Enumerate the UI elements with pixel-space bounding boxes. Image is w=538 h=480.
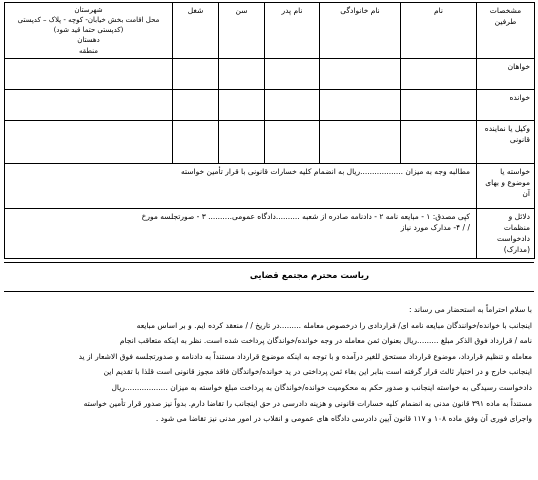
header-residence-county: شهرستان (74, 6, 103, 14)
body-line: با سلام احتراماً به استحضار می رساند : (409, 305, 532, 314)
defendant-occupation-cell[interactable] (173, 89, 219, 120)
plaintiff-first-name-cell[interactable] (401, 58, 477, 89)
defendant-first-name-cell[interactable] (401, 89, 477, 120)
body-line: اینجانب خارج و در اختیار ثالث قرار گرفته است بنابر این بقاء ثمن پرداختی در ید خوانده/خواندگان فاقد مجوز قانونی است قلذا با تقدیم این (103, 367, 532, 377)
plaintiff-row (5, 58, 535, 89)
plaintiff-label: خواهان (477, 58, 535, 89)
body-line: واجرای فوری آن وفق ماده ۱۰۸ و ۱۱۷ قانون آیین دادرسی دادگاه های عمومی و انقلاب در امور مدنی نیز تقاضا می شود . (155, 414, 532, 424)
header-residence-details: محل اقامت بخش خیابان- کوچه - پلاک – کدپستی (کدپستی حتما قید شود) (17, 16, 160, 35)
evidence-line-1: کپی مصدق: ۱ - مبایعه نامه ۲ - دادنامه صادره از شعبه ..........دادگاه عمومی.......... ۳ - صورتجلسه مورخ (141, 211, 470, 221)
plaintiff-age-cell[interactable] (219, 58, 265, 89)
attorney-label: وکیل یا نماینده قانونی (477, 120, 535, 163)
attorney-occupation-cell[interactable] (173, 120, 219, 163)
attorney-row (5, 120, 535, 163)
header-father-name: نام پدر (265, 3, 320, 59)
body-line: نامه / قرارداد فوق الذکر مبلغ .........ریال بعنوان ثمن معامله در وجه خوانده/خواندگان پرداخت شده است. نظر به اینکه متعاقب انجام (119, 336, 532, 346)
parties-table (4, 2, 535, 259)
attorney-first-name-cell[interactable] (401, 120, 477, 163)
attorney-father-name-cell[interactable] (265, 120, 320, 163)
header-residence (5, 3, 173, 59)
defendant-label: خوانده (477, 89, 535, 120)
attorney-last-name-cell[interactable] (320, 120, 401, 163)
evidence-line-2: / / ۴- مدارک مورد نیاز (400, 222, 470, 232)
body-line: مستنداً به ماده ۳۹۱ قانون مدنی به انضمام کلیه خسارات قانونی و هزینه دادرسی در حق اینجانب را تقاضا دارم. بدواً نیز صدور قرار تأمین خواسته (83, 398, 532, 408)
evidence-text (5, 208, 477, 258)
petition-body (6, 302, 532, 427)
defendant-age-cell[interactable] (219, 89, 265, 120)
claim-text: مطالبه وجه به میزان ..................ریال به انضمام کلیه خسارات قانونی با قرار تأمین خواسته (5, 163, 477, 208)
defendant-father-name-cell[interactable] (265, 89, 320, 120)
plaintiff-father-name-cell[interactable] (265, 58, 320, 89)
header-age: سن (219, 3, 265, 59)
header-first-name: نام (401, 3, 477, 59)
body-line: دادخواست رسیدگی به خواسته اینجانب و صدور حکم به محکومیت خوانده/خواندگان به پرداخت مبلغ خواسته به میزان ..................ریال (111, 382, 532, 392)
defendant-last-name-cell[interactable] (320, 89, 401, 120)
evidence-row (5, 208, 535, 258)
addressee-title: ریاست محترم مجتمع قضایی (249, 271, 369, 281)
plaintiff-residence-cell[interactable] (5, 58, 173, 89)
body-line: اینجانب با خوانده/خوانندگان مبایعه نامه ای/ قراردادی را درخصوص معامله .........در تاریخ / / منعقد کرده ایم. و بر اساس مبایعه (136, 320, 532, 330)
plaintiff-last-name-cell[interactable] (320, 58, 401, 89)
header-residence-village: دهستان (77, 36, 100, 45)
attorney-age-cell[interactable] (219, 120, 265, 163)
petition-form-page (4, 2, 534, 478)
defendant-row (5, 89, 535, 120)
evidence-label: دلائل و منظمات دادخواست (مدارک) (477, 208, 535, 258)
body-line: معامله و تنظیم قرارداد، موضوع قرارداد مستحق للغیر درآمده و با توجه به اینکه موضوع قرارداد مستنداً به دادنامه و صدورتجلسه فوق الاشعار از ید (78, 351, 532, 361)
claim-label: خواسته یا موضوع و بهای آن (477, 163, 535, 208)
claim-row (5, 163, 535, 208)
attorney-residence-cell[interactable] (5, 120, 173, 163)
plaintiff-occupation-cell[interactable] (173, 58, 219, 89)
header-residence-region: منطقه (79, 46, 98, 55)
table-header-row (5, 3, 535, 59)
header-last-name: نام خانوادگی (320, 3, 401, 59)
addressee-title-bar (4, 262, 534, 292)
header-parties-specs: مشخصات طرفین (477, 3, 535, 59)
defendant-residence-cell[interactable] (5, 89, 173, 120)
header-occupation: شغل (173, 3, 219, 59)
